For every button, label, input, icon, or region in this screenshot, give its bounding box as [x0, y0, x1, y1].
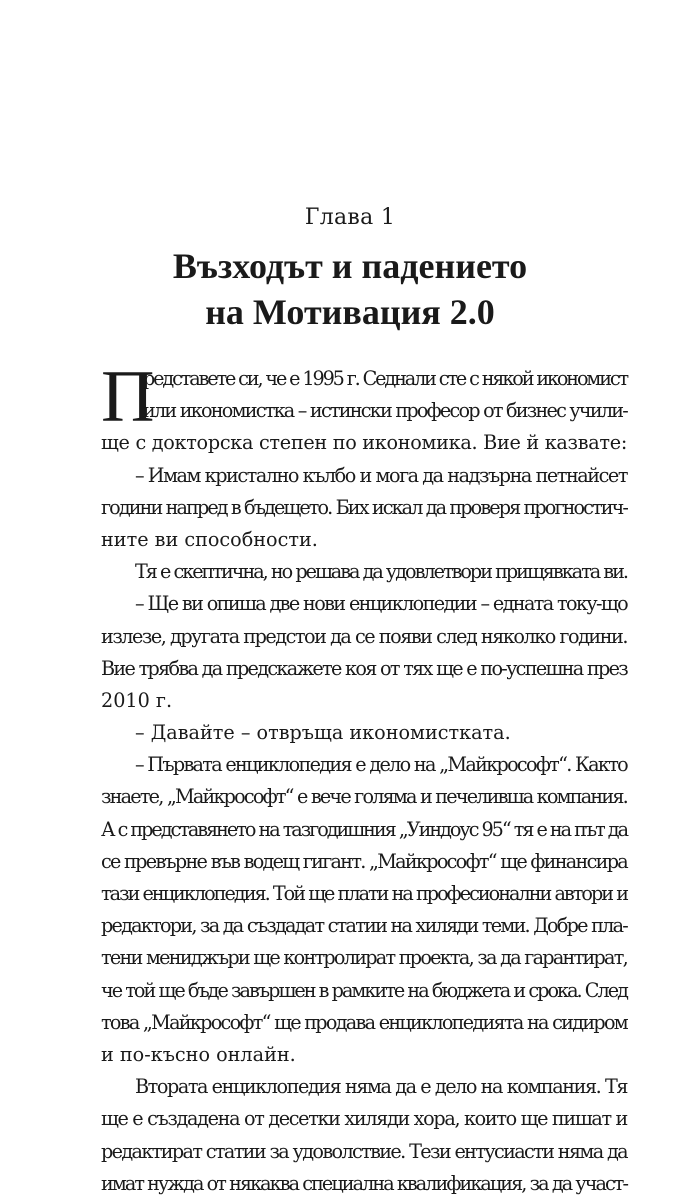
text-line: тени мениджъри ще контролират проекта, за да гарантират, — [101, 946, 627, 970]
text-line: имат нужда от някаква специална квалификация, за да участ- — [101, 1171, 627, 1195]
text-line: че той ще бъде завършен в рамките на бюджета и срока. След — [101, 978, 627, 1002]
text-line: тази енциклопедия. Той ще плати на професионални автори и — [101, 882, 628, 905]
text-line: редактори, за да създадат статии на хиляди теми. Добре пла- — [101, 914, 627, 938]
text-line: – Имам кристално кълбо и мога да надзърна петнайсет — [135, 463, 627, 487]
text-line: ните ви способности. — [101, 527, 318, 551]
text-line: години напред в бъдещето. Бих искал да проверя прогностич- — [101, 495, 627, 519]
chapter-label: Глава 1 — [304, 205, 396, 230]
body-text — [101, 356, 628, 1200]
chapter-title-line-1: Възходът и падението — [172, 246, 528, 286]
text-line: или икономистка – истински професор от бизнес учили- — [143, 399, 627, 423]
text-line: 2010 г. — [101, 688, 173, 712]
text-line: ще е създадена от десетки хиляди хора, които ще пишат и — [101, 1107, 627, 1131]
chapter-title-line-2: на Мотивация 2.0 — [205, 292, 495, 332]
text-line: се превърне във водещ гигант. „Майкрософт“ ще финансира — [101, 849, 627, 873]
text-line: Тя е скептична, но решава да удовлетвори прищявката ви. — [135, 560, 627, 584]
text-line: и по-късно онлайн. — [101, 1042, 296, 1066]
text-line: редактират статии за удоволствие. Тези ентусиасти няма да — [101, 1139, 627, 1163]
text-line: – Първата енциклопедия е дело на „Майкрософт“. Както — [135, 753, 627, 777]
text-line: Втората енциклопедия няма да е дело на компания. Тя — [135, 1075, 627, 1099]
chapter-title — [0, 243, 700, 335]
text-line: Вие трябва да предскажете коя от тях ще е по-успешна през — [101, 656, 627, 680]
text-line: това „Майкрософт“ ще продава енциклопедията на сидиром — [101, 1010, 627, 1034]
text-line: – Давайте – отвръща икономистката. — [135, 721, 511, 745]
drop-cap: П — [101, 356, 155, 438]
text-line: ще с докторска степен по икономика. Вие й казвате: — [101, 431, 627, 455]
text-line: А с представянето на тазгодишния „Уиндоус 95“ тя е на път да — [101, 817, 627, 841]
text-line: знаете, „Майкрософт“ е вече голяма и печеливша компания. — [101, 785, 627, 809]
text-line: редставете си, че е 1995 г. Седнали сте с някой икономист — [143, 367, 628, 390]
text-line: излезе, другата предстои да се появи след няколко години. — [101, 624, 627, 648]
text-line: – Ще ви опиша две нови енциклопедии – едната току-що — [135, 592, 627, 616]
